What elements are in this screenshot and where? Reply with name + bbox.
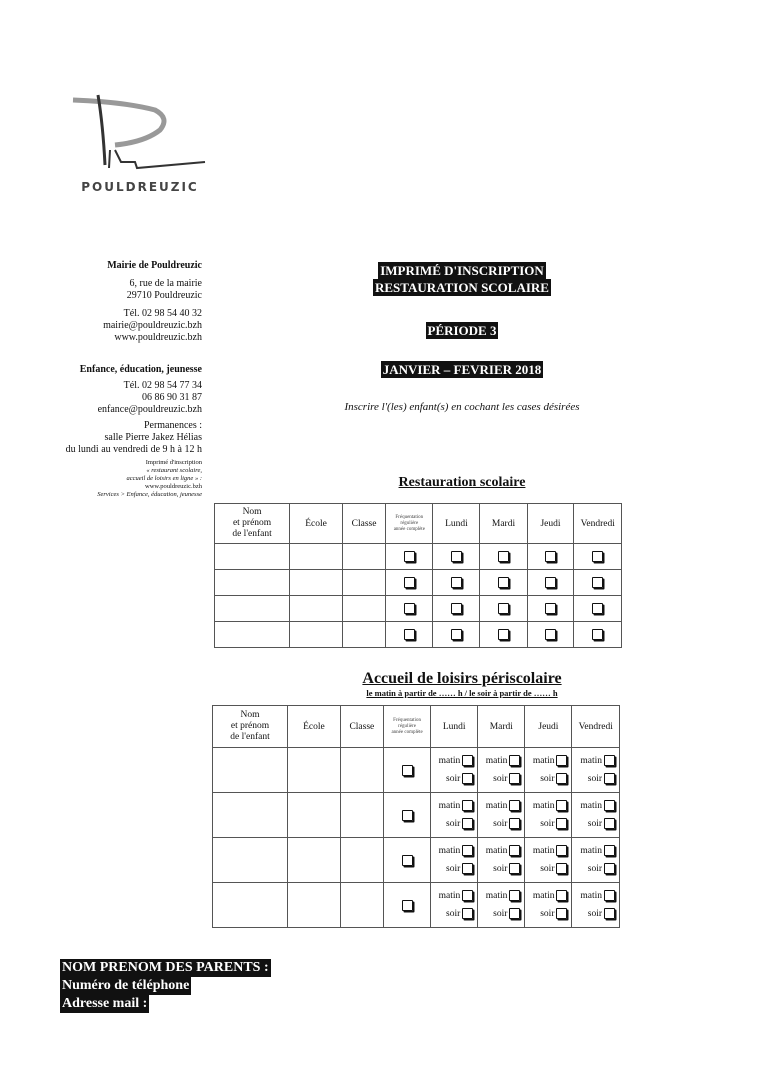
checkbox[interactable] (509, 755, 520, 766)
checkbox[interactable] (462, 845, 473, 856)
mairie-phone: Tél. 02 98 54 40 32 (123, 308, 202, 319)
matin-soir-cell (478, 883, 525, 928)
checkbox[interactable] (404, 551, 415, 562)
permanences-hours: du lundi au vendredi de 9 h à 12 h (65, 444, 202, 455)
restauration-table (214, 503, 622, 648)
logo-text: POULDREUZIC (81, 180, 199, 194)
enfance-phone: Tél. 02 98 54 77 34 (123, 380, 202, 391)
checkbox-cell (527, 596, 574, 622)
soir-label: soir (446, 863, 461, 874)
nom-cell[interactable] (215, 544, 290, 570)
matin-soir-cell (572, 838, 620, 883)
checkbox[interactable] (556, 863, 567, 874)
checkbox[interactable] (462, 890, 473, 901)
checkbox[interactable] (451, 629, 462, 640)
checkbox[interactable] (604, 800, 615, 811)
enfance-mobile: 06 86 90 31 87 (142, 392, 202, 403)
nom-cell[interactable] (215, 622, 290, 648)
checkbox-cell (383, 748, 430, 793)
checkbox[interactable] (462, 773, 473, 784)
enfance-email: enfance@pouldreuzic.bzh (97, 404, 202, 415)
checkbox-cell (480, 622, 527, 648)
phone-label: Numéro de téléphone (62, 978, 190, 993)
checkbox-cell (574, 622, 622, 648)
checkbox[interactable] (462, 800, 473, 811)
mairie-website: www.pouldreuzic.bzh (114, 332, 202, 343)
matin-soir-cell (572, 748, 620, 793)
matin-soir-cell (525, 883, 572, 928)
soir-label: soir (540, 908, 555, 919)
header-frequentation: Fréquentation régulière année complète (386, 504, 433, 544)
checkbox[interactable] (556, 755, 567, 766)
soir-label: soir (587, 908, 602, 919)
classe-cell[interactable] (340, 838, 383, 883)
classe-cell[interactable] (342, 570, 385, 596)
checkbox-cell (480, 596, 527, 622)
matin-label: matin (485, 755, 508, 766)
ecole-cell[interactable] (288, 793, 341, 838)
header-day: Mardi (478, 706, 525, 748)
matin-label: matin (532, 800, 555, 811)
checkbox[interactable] (509, 773, 520, 784)
checkbox-cell (574, 544, 622, 570)
checkbox[interactable] (509, 890, 520, 901)
checkbox[interactable] (402, 855, 413, 866)
header-day: Jeudi (527, 504, 574, 544)
checkbox-cell (383, 838, 430, 883)
note-line: accueil de loisirs en ligne » : (126, 475, 202, 482)
checkbox[interactable] (462, 755, 473, 766)
matin-soir-cell (431, 793, 478, 838)
checkbox[interactable] (556, 908, 567, 919)
mairie-title: Mairie de Pouldreuzic (107, 260, 202, 271)
matin-soir-cell (572, 793, 620, 838)
checkbox[interactable] (556, 890, 567, 901)
checkbox[interactable] (604, 908, 615, 919)
ecole-cell[interactable] (290, 596, 343, 622)
enfance-title: Enfance, éducation, jeunesse (79, 364, 202, 375)
checkbox[interactable] (404, 629, 415, 640)
checkbox[interactable] (509, 863, 520, 874)
checkbox[interactable] (604, 773, 615, 784)
checkbox[interactable] (545, 603, 556, 614)
soir-label: soir (587, 863, 602, 874)
matin-label: matin (485, 845, 508, 856)
ecole-cell[interactable] (290, 544, 343, 570)
pouldreuzic-logo (65, 90, 215, 200)
checkbox-cell (386, 544, 433, 570)
header-classe: Classe (342, 504, 385, 544)
matin-soir-cell (478, 838, 525, 883)
checkbox[interactable] (451, 603, 462, 614)
soir-label: soir (493, 863, 508, 874)
nom-cell[interactable] (213, 883, 288, 928)
checkbox[interactable] (545, 577, 556, 588)
table-row (215, 544, 622, 570)
matin-label: matin (580, 890, 602, 901)
soir-label: soir (446, 773, 461, 784)
checkbox-cell (527, 570, 574, 596)
email-label: Adresse mail : (62, 996, 148, 1011)
soir-label: soir (587, 773, 602, 784)
restauration-title: Restauration scolaire (398, 475, 526, 490)
header-day: Vendredi (572, 706, 620, 748)
checkbox-cell (383, 883, 430, 928)
header-ecole: École (288, 706, 341, 748)
header-day: Lundi (431, 706, 478, 748)
checkbox[interactable] (604, 863, 615, 874)
mairie-contact (103, 260, 202, 344)
checkbox[interactable] (556, 818, 567, 829)
enfance-contact (66, 364, 202, 499)
matin-label: matin (532, 845, 555, 856)
checkbox[interactable] (462, 863, 473, 874)
form-title (300, 262, 624, 296)
checkbox-cell (574, 596, 622, 622)
checkbox-cell (433, 596, 480, 622)
checkbox[interactable] (592, 603, 603, 614)
note-line: « restaurant scolaire, (146, 467, 202, 474)
table-row (213, 748, 620, 793)
matin-soir-cell (525, 748, 572, 793)
table-header (213, 706, 620, 748)
checkbox[interactable] (592, 629, 603, 640)
mairie-city: 29710 Pouldreuzic (126, 290, 202, 301)
matin-label: matin (485, 890, 508, 901)
permanences-place: salle Pierre Jakez Hélias (104, 432, 202, 443)
checkbox-cell (386, 596, 433, 622)
soir-label: soir (587, 818, 602, 829)
ecole-cell[interactable] (290, 622, 343, 648)
soir-label: soir (493, 773, 508, 784)
accueil-hours: le matin à partir de …… h / le soir à partir de …… h (366, 688, 558, 698)
checkbox-cell (386, 622, 433, 648)
checkbox[interactable] (604, 755, 615, 766)
classe-cell[interactable] (342, 622, 385, 648)
instruction-text: Inscrire l'(les) enfant(s) en cochant les cases désirées (344, 401, 580, 413)
checkbox[interactable] (404, 603, 415, 614)
checkbox[interactable] (545, 629, 556, 640)
checkbox[interactable] (462, 818, 473, 829)
header-frequentation: Fréquentation régulière année complète (383, 706, 430, 748)
table-row (215, 622, 622, 648)
matin-label: matin (438, 890, 461, 901)
checkbox[interactable] (509, 818, 520, 829)
checkbox[interactable] (498, 603, 509, 614)
nom-cell[interactable] (215, 570, 290, 596)
matin-label: matin (580, 800, 602, 811)
checkbox-cell (480, 544, 527, 570)
parents-name-label: NOM PRENOM DES PARENTS : (62, 960, 269, 975)
checkbox[interactable] (592, 551, 603, 562)
nom-cell[interactable] (215, 596, 290, 622)
note-line: www.pouldreuzic.bzh (145, 483, 202, 490)
matin-label: matin (438, 755, 461, 766)
header-nom: Nom et prénom de l'enfant (213, 706, 288, 748)
soir-label: soir (540, 863, 555, 874)
period-label: PÉRIODE 3 (427, 323, 497, 338)
checkbox[interactable] (604, 845, 615, 856)
matin-soir-cell (431, 883, 478, 928)
checkbox[interactable] (604, 890, 615, 901)
checkbox[interactable] (462, 908, 473, 919)
ecole-cell[interactable] (288, 748, 341, 793)
header-day: Vendredi (574, 504, 622, 544)
checkbox-cell (527, 622, 574, 648)
matin-soir-cell (478, 793, 525, 838)
checkbox[interactable] (509, 800, 520, 811)
table-row (215, 596, 622, 622)
checkbox[interactable] (509, 845, 520, 856)
checkbox[interactable] (509, 908, 520, 919)
checkbox[interactable] (556, 800, 567, 811)
checkbox[interactable] (592, 577, 603, 588)
checkbox[interactable] (404, 577, 415, 588)
classe-cell[interactable] (342, 596, 385, 622)
matin-label: matin (532, 890, 555, 901)
checkbox-cell (383, 793, 430, 838)
header-classe: Classe (340, 706, 383, 748)
nom-cell[interactable] (213, 838, 288, 883)
nom-cell[interactable] (213, 748, 288, 793)
table-row (213, 838, 620, 883)
parents-info (60, 959, 271, 1013)
soir-label: soir (446, 908, 461, 919)
permanences-label: Permanences : (143, 420, 202, 431)
checkbox[interactable] (498, 629, 509, 640)
soir-label: soir (540, 773, 555, 784)
matin-soir-cell (431, 838, 478, 883)
matin-soir-cell (572, 883, 620, 928)
checkbox-cell (574, 570, 622, 596)
checkbox-cell (527, 544, 574, 570)
nom-cell[interactable] (213, 793, 288, 838)
checkbox-cell (433, 622, 480, 648)
accueil-title: Accueil de loisirs périscolaire (362, 670, 562, 687)
header-ecole: École (290, 504, 343, 544)
mairie-address: 6, rue de la mairie (129, 278, 202, 289)
checkbox-cell (433, 544, 480, 570)
months-label: JANVIER – FEVRIER 2018 (382, 362, 542, 377)
header-nom: Nom et prénom de l'enfant (215, 504, 290, 544)
soir-label: soir (446, 818, 461, 829)
accueil-table (212, 705, 620, 928)
header-day: Jeudi (525, 706, 572, 748)
matin-label: matin (580, 755, 602, 766)
classe-cell[interactable] (342, 544, 385, 570)
matin-label: matin (438, 845, 461, 856)
checkbox[interactable] (402, 900, 413, 911)
table-row (213, 883, 620, 928)
table-row (213, 793, 620, 838)
checkbox[interactable] (451, 577, 462, 588)
checkbox-cell (480, 570, 527, 596)
checkbox[interactable] (402, 810, 413, 821)
matin-soir-cell (431, 748, 478, 793)
mairie-email: mairie@pouldreuzic.bzh (103, 320, 202, 331)
matin-soir-cell (525, 838, 572, 883)
classe-cell[interactable] (340, 883, 383, 928)
matin-soir-cell (525, 793, 572, 838)
soir-label: soir (493, 818, 508, 829)
checkbox-cell (433, 570, 480, 596)
checkbox[interactable] (556, 845, 567, 856)
checkbox[interactable] (604, 818, 615, 829)
checkbox-cell (386, 570, 433, 596)
checkbox[interactable] (402, 765, 413, 776)
table-header (215, 504, 622, 544)
matin-label: matin (438, 800, 461, 811)
note-line: Services > Enfance, éducation, jeunesse (97, 491, 202, 498)
checkbox[interactable] (451, 551, 462, 562)
soir-label: soir (540, 818, 555, 829)
ecole-cell[interactable] (288, 838, 341, 883)
matin-label: matin (532, 755, 555, 766)
ecole-cell[interactable] (290, 570, 343, 596)
title-line-1: IMPRIMÉ D'INSCRIPTION (380, 263, 544, 278)
online-form-note (66, 459, 202, 499)
ecole-cell[interactable] (288, 883, 341, 928)
checkbox[interactable] (545, 551, 556, 562)
checkbox[interactable] (498, 551, 509, 562)
classe-cell[interactable] (340, 748, 383, 793)
note-line: Imprimé d'inscription (145, 459, 202, 466)
title-line-2: RESTAURATION SCOLAIRE (375, 280, 549, 295)
header-day: Mardi (480, 504, 527, 544)
matin-soir-cell (478, 748, 525, 793)
matin-label: matin (485, 800, 508, 811)
matin-label: matin (580, 845, 602, 856)
classe-cell[interactable] (340, 793, 383, 838)
checkbox[interactable] (498, 577, 509, 588)
checkbox[interactable] (556, 773, 567, 784)
table-row (215, 570, 622, 596)
header-day: Lundi (433, 504, 480, 544)
soir-label: soir (493, 908, 508, 919)
